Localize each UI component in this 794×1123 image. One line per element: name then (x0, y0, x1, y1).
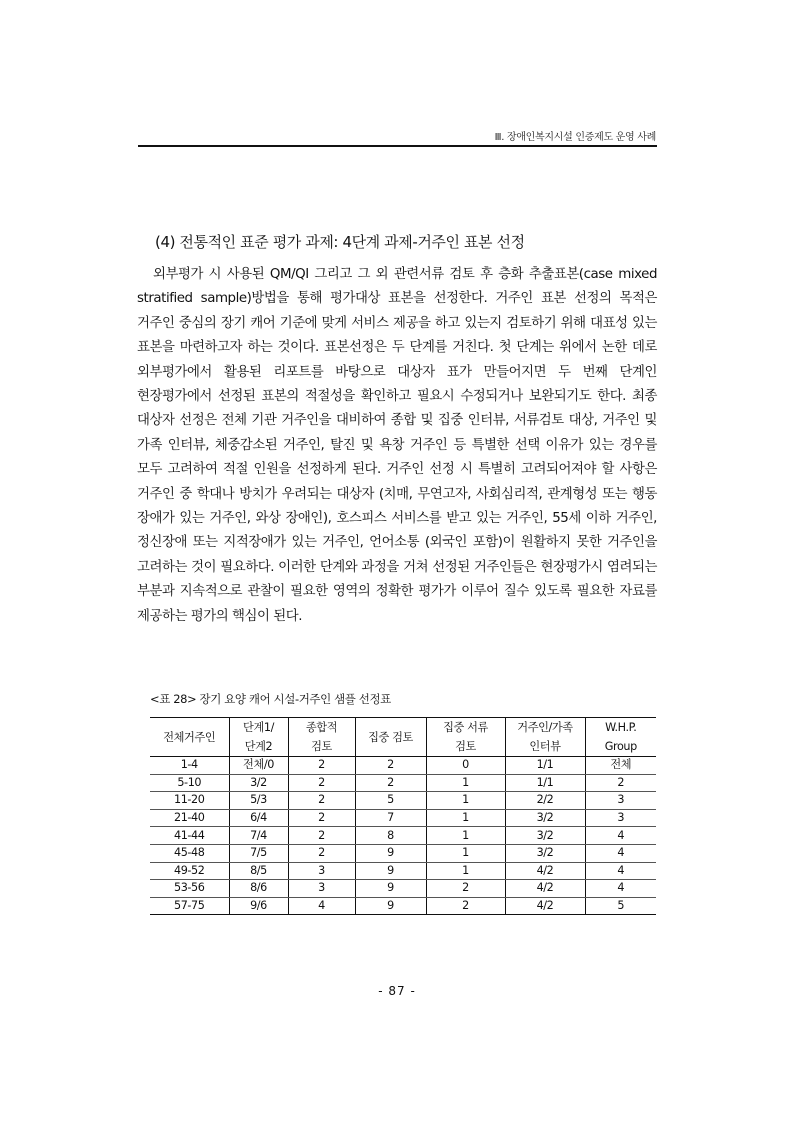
table-cell: 3 (288, 862, 355, 880)
table-cell: 9 (355, 880, 426, 898)
table-header-line: 거주인/가족 (517, 721, 573, 734)
table-row (150, 880, 656, 898)
table-header-line: W.H.P. (605, 721, 637, 734)
table-cell: 4/2 (505, 862, 585, 880)
table-cell: 1 (426, 827, 505, 845)
table-header-cell (505, 718, 585, 757)
table-cell: 1 (426, 809, 505, 827)
table-cell: 57-75 (150, 897, 229, 915)
table-header-cell (355, 718, 426, 757)
table-header-cell (229, 718, 288, 757)
table-cell: 3/2 (505, 827, 585, 845)
table-header-line: 단계2 (244, 740, 273, 753)
table-cell: 5 (585, 897, 656, 915)
table-cell: 2 (288, 827, 355, 845)
table-row (150, 844, 656, 862)
table-cell: 41-44 (150, 827, 229, 845)
table-cell: 3/2 (229, 774, 288, 792)
table-caption: <표 28> 장기 요양 캐어 시설-거주인 샘플 선정표 (150, 692, 391, 706)
table-cell: 53-56 (150, 880, 229, 898)
section-title: (4) 전통적인 표준 평가 과제: 4단계 과제-거주인 표본 선정 (155, 233, 525, 251)
table-row (150, 774, 656, 792)
table-cell: 전체/0 (229, 757, 288, 775)
table-row (150, 809, 656, 827)
page-number: - 87 - (378, 984, 416, 998)
table-cell: 8/6 (229, 880, 288, 898)
table-row (150, 897, 656, 915)
table-cell: 2 (426, 880, 505, 898)
table-cell: 1/1 (505, 757, 585, 775)
table-body (150, 757, 656, 915)
table-cell: 2 (355, 757, 426, 775)
table-cell: 2 (585, 774, 656, 792)
table-cell: 4 (585, 862, 656, 880)
table-cell: 4 (585, 827, 656, 845)
table-header-cell (585, 718, 656, 757)
table-cell: 45-48 (150, 844, 229, 862)
table-cell: 4 (288, 897, 355, 915)
table-cell: 1 (426, 774, 505, 792)
table-header-row (150, 718, 656, 757)
table-cell: 9/6 (229, 897, 288, 915)
table-cell: 4 (585, 880, 656, 898)
table-cell: 2 (288, 774, 355, 792)
table-cell: 3 (585, 792, 656, 810)
table-cell: 7/4 (229, 827, 288, 845)
table-cell: 1/1 (505, 774, 585, 792)
table-cell: 1-4 (150, 757, 229, 775)
table-cell: 5-10 (150, 774, 229, 792)
table-cell: 5 (355, 792, 426, 810)
table-header-line: 집중 서류 (443, 721, 488, 734)
table-cell: 7/5 (229, 844, 288, 862)
table-cell: 2 (355, 774, 426, 792)
table-cell: 9 (355, 844, 426, 862)
table-row (150, 862, 656, 880)
table-cell: 1 (426, 792, 505, 810)
sample-selection-table (150, 717, 656, 915)
table-cell: 4 (585, 844, 656, 862)
table-header-line: 집중 검토 (368, 730, 413, 744)
table-cell: 7 (355, 809, 426, 827)
table-header-line: 인터뷰 (529, 740, 561, 753)
table-cell: 9 (355, 862, 426, 880)
table-cell: 2 (288, 809, 355, 827)
table-header-line: 검토 (311, 740, 332, 753)
header-rule (138, 145, 657, 147)
table-cell: 21-40 (150, 809, 229, 827)
table-cell: 11-20 (150, 792, 229, 810)
table-header-line: 종합적 (305, 721, 338, 734)
table-cell: 4/2 (505, 880, 585, 898)
table-cell: 3/2 (505, 809, 585, 827)
running-header: Ⅲ. 장애인복지시설 인증제도 운영 사례 (494, 132, 656, 143)
table-cell: 3/2 (505, 844, 585, 862)
table-header-line: 전체거주인 (163, 730, 216, 744)
table-cell: 8/5 (229, 862, 288, 880)
table-cell: 2 (288, 844, 355, 862)
table-row (150, 792, 656, 810)
table-row (150, 827, 656, 845)
table-cell: 2 (426, 897, 505, 915)
table-cell: 0 (426, 757, 505, 775)
table-header-cell (150, 718, 229, 757)
table-header-line: Group (604, 740, 637, 753)
table-header-line: 검토 (455, 740, 476, 753)
table-cell: 9 (355, 897, 426, 915)
table-cell: 3 (288, 880, 355, 898)
table-row (150, 757, 656, 775)
table-cell: 49-52 (150, 862, 229, 880)
table-cell: 3 (585, 809, 656, 827)
table-header-cell (426, 718, 505, 757)
table-cell: 4/2 (505, 897, 585, 915)
table-cell: 1 (426, 862, 505, 880)
table-cell: 전체 (585, 757, 656, 775)
table-cell: 2 (288, 757, 355, 775)
table-cell: 2 (288, 792, 355, 810)
table-header-line: 단계1/ (243, 721, 274, 734)
table-cell: 2/2 (505, 792, 585, 810)
table-cell: 1 (426, 844, 505, 862)
body-paragraph: 외부평가 시 사용된 QM/QI 그리고 그 외 관련서류 검토 후 층화 추출표본(case mixed stratified sample)방법을 통해 평가대상 표본을 선정한다. 거주인 표본 선정의 목적은 거주인 중심의 장기 캐어 기준에 맞게 서비스 제공을 하고 있는지 검토하기 위해 대표성 있는 표본을 마련하고자 하는 것이다. 표본선정은 두 단계를 거친다. 첫 단계는 위에서 논한 데로 외부평가에서 활용된 리포트를 바탕으로 대상자 표가 만들어지면 두 번째 단계인 현장평가에서 선정된 표본의 적절성을 확인하고 필요시 수정되거나 보완되기도 한다. 최종 대상자 선정은 전체 기관 거주인을 대비하여 종합 및 집중 인터뷰, 서류검토 대상, 거주인 및 가족 인터뷰, 체중감소된 거주인, 탈진 및 욕창 거주인 등 특별한 선택 이유가 있는 경우를 모두 고려하여 적절 인원을 선정하게 된다. 거주인 선정 시 특별히 고려되어져야 할 사항은 거주인 중 학대나 방치가 우려되는 대상자 (치매, 무연고자, 사회심리적, 관계형성 또는 행동 장애가 있는 거주인, 와상 장애인), 호스피스 서비스를 받고 있는 거주인, 55세 이하 거주인, 정신장애 또는 지적장애가 있는 거주인, 언어소통 (외국인 포함)이 원활하지 못한 거주인을 고려하는 것이 필요하다. 이러한 단계와 과정을 거쳐 선정된 거주인들은 현장평가시 염려되는 부분과 지속적으로 관찰이 필요한 영역의 정확한 평가가 이루어 질수 있도록 필요한 자료를 제공하는 평가의 핵심이 된다. (137, 267, 657, 624)
table-cell: 8 (355, 827, 426, 845)
table-header-cell (288, 718, 355, 757)
table-cell: 5/3 (229, 792, 288, 810)
table-cell: 6/4 (229, 809, 288, 827)
